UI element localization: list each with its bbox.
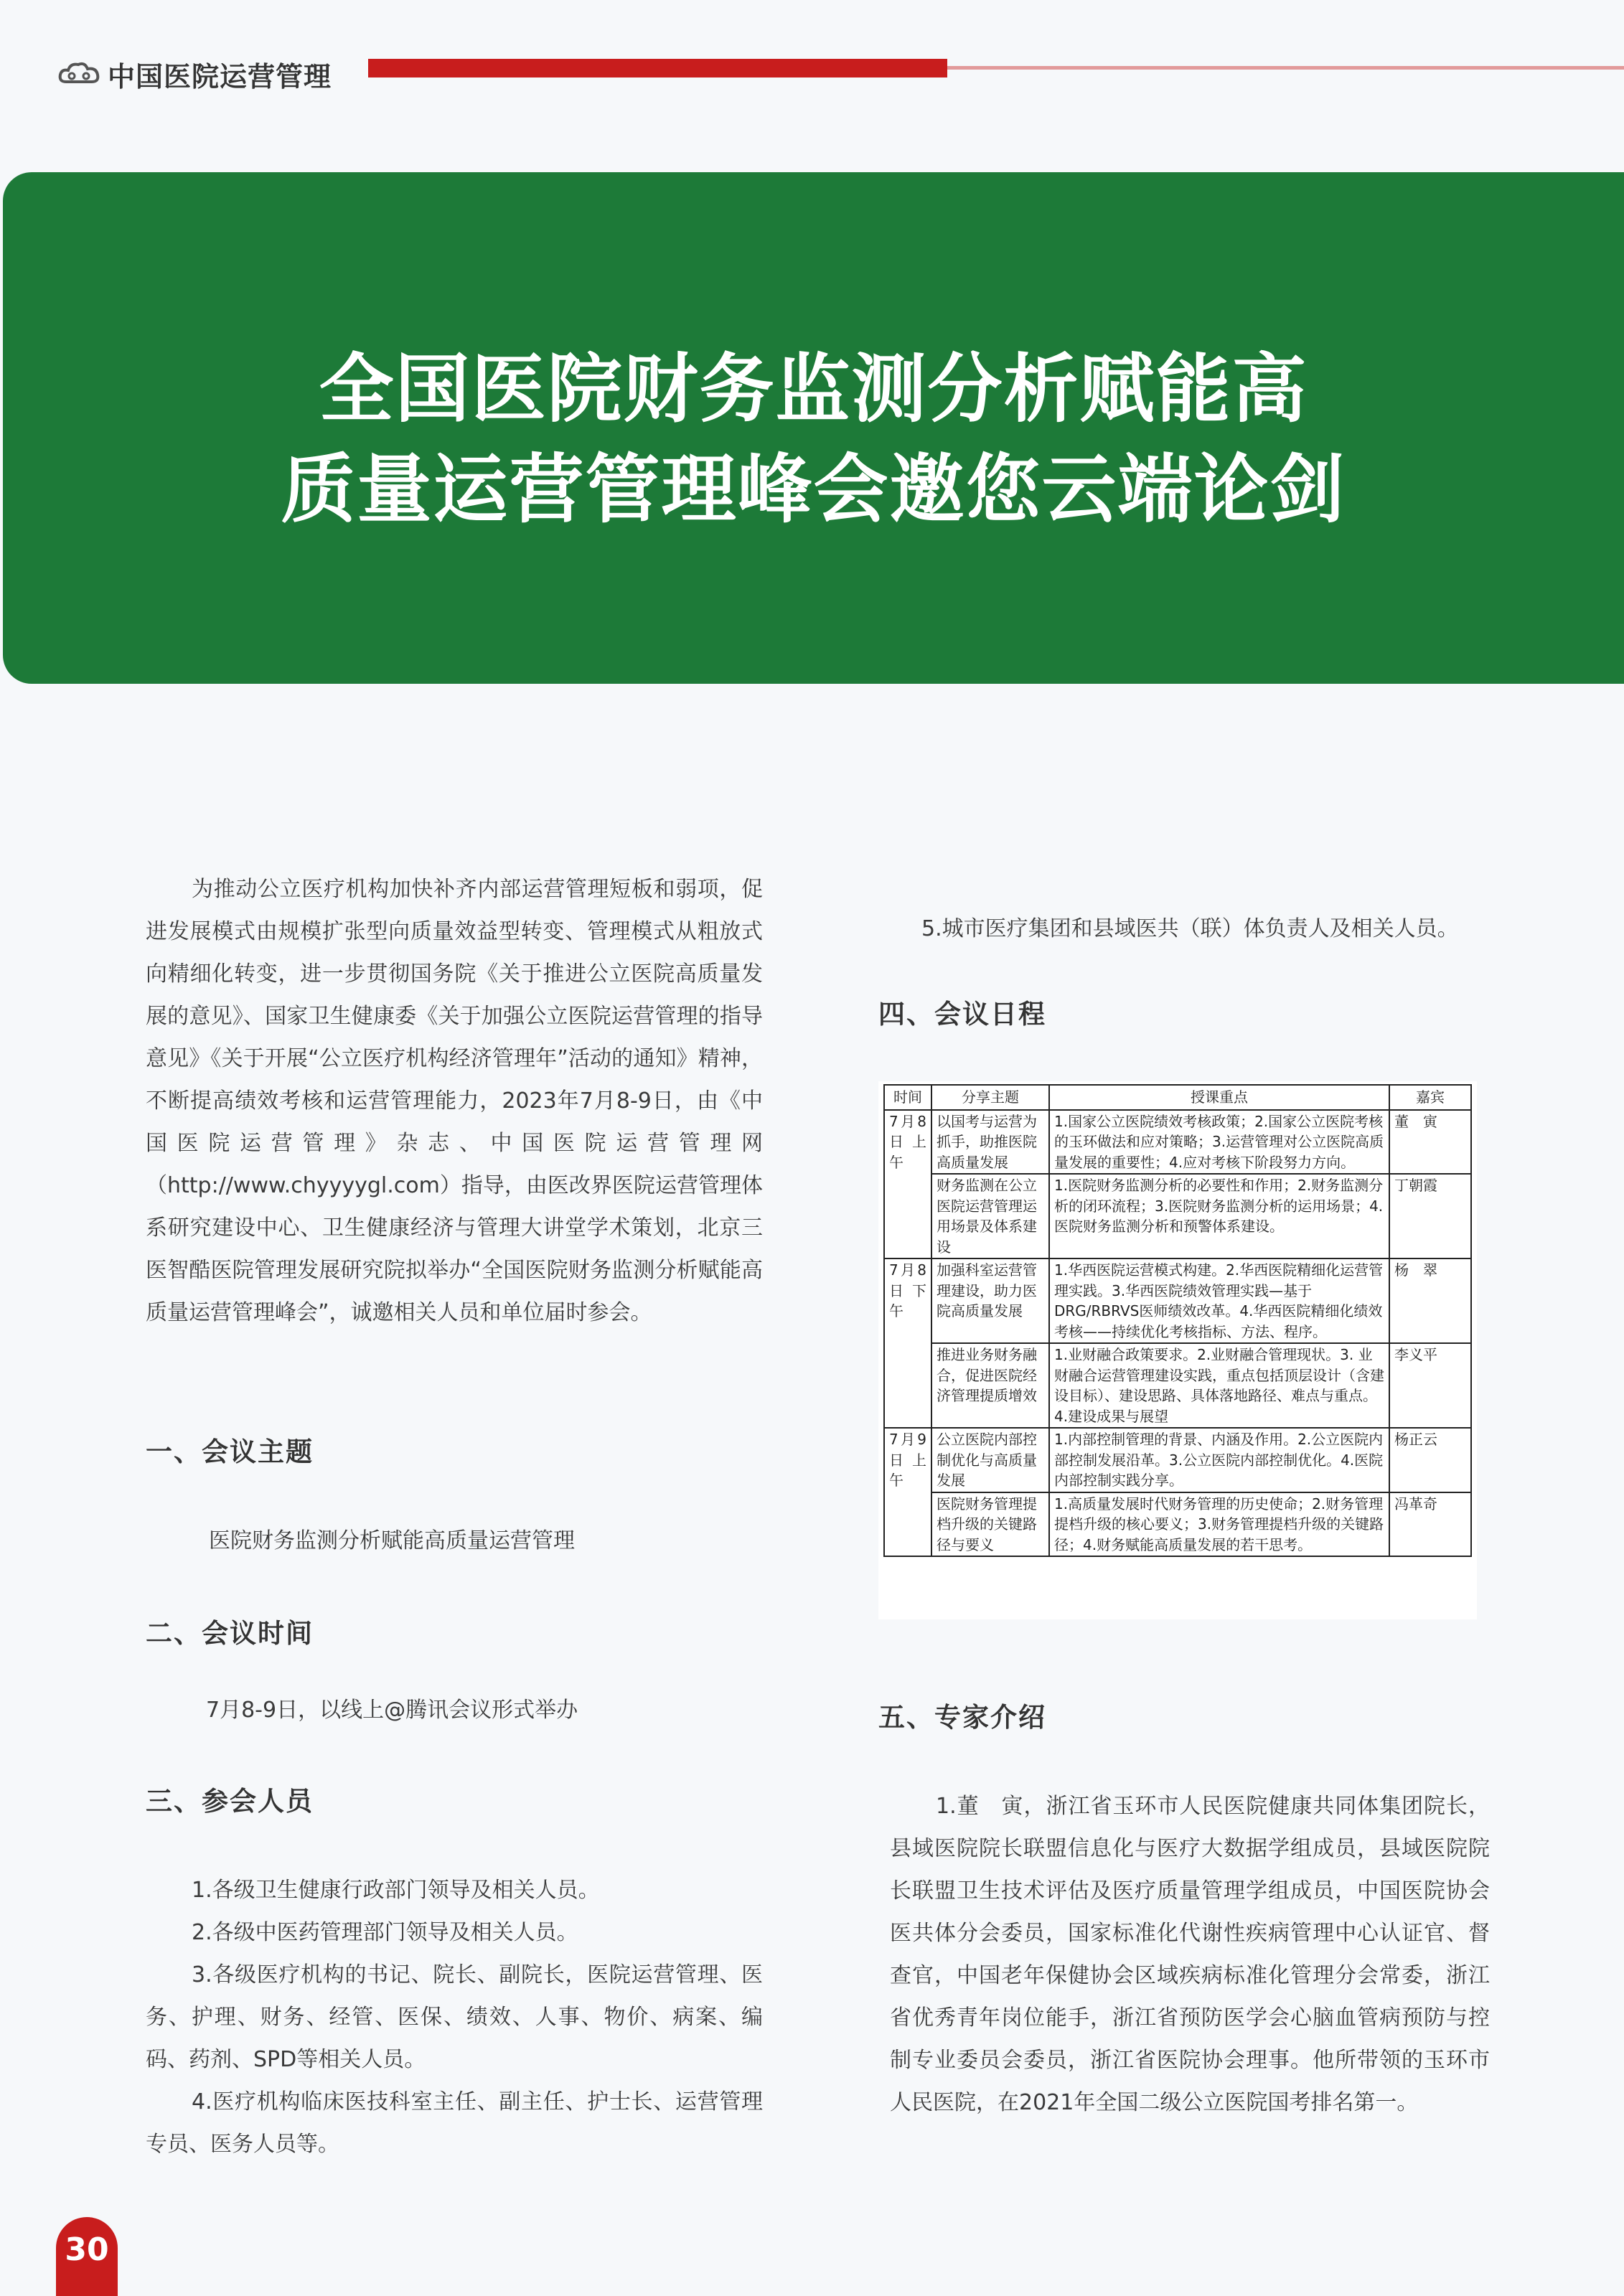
theme-text: 医院财务监测分析赋能高质量运营管理 bbox=[209, 1528, 575, 1553]
title-line-2: 质量运营管理峰会邀您云端论剑 bbox=[281, 446, 1346, 533]
list-item: 1.各级卫生健康行政部门领导及相关人员。 bbox=[192, 1878, 600, 1903]
time-text: 7月8-9日，以线上@腾讯会议形式举办 bbox=[206, 1698, 578, 1723]
intro-paragraph: 为推动公立医疗机构加快补齐内部运营管理短板和弱项，促进发展模式由规模扩张型向质量效益型转变、管理模式从粗放式向精细化转变，进一步贯彻国务院《关于推进公立医院高质量发展的意见》、国家卫生健康委《关于加强公立医院运营管理的指导意见》《关于开展“公立医疗机构经济管理年”活动的通知》精神，不断提高绩效考核和运营管理能力，2023年7月8-9日，由《中国医院运营管理》杂志、中国医院运营管理网（http://www.chyyyygl.com）指导，由医改界医院运营管理体系研究建设中心、卫生健康经济与管理大讲堂学术策划，北京三医智酷医院管理发展研究院拟举办“全国医院财务监测分析赋能高质量运营管理峰会”，诚邀相关人员和单位届时参会。 bbox=[146, 877, 763, 1325]
guest-cell: 冯革奇 bbox=[1389, 1492, 1471, 1557]
schedule-table-figure bbox=[878, 1081, 1477, 1619]
time-cell: 7月8日下午 bbox=[884, 1258, 931, 1428]
expert-paragraph: 1.董 寅，浙江省玉环市人民医院健康共同体集团院长，县域医院院长联盟信息化与医疗大数据学组成员，县域医院院长联盟卫生技术评估及医疗质量管理学组成员，中国医院协会医共体分会委员，国家标准化代谢性疾病管理中心认证官、督查官，中国老年保健协会区域疾病标准化管理分会常委，浙江省优秀青年岗位能手，浙江省预防医学会心脑血管病预防与控制专业委员会委员，浙江省医院协会理事。他所带领的玉环市人民医院，在2021年全国二级公立医院国考排名第一。 bbox=[890, 1794, 1490, 2115]
list-item: 3.各级医疗机构的书记、院长、副院长，医院运营管理、医务、护理、财务、经管、医保、绩效、人事、物价、病案、编码、药剂、SPD等相关人员。 bbox=[146, 1962, 763, 2072]
table-row bbox=[884, 1428, 1471, 1492]
focus-cell: 1.业财融合政策要求。2.业财融合管理现状。3. 业财融合运营管理建设实践，重点包括顶层设计（含建设目标）、建设思路、具体落地路径、难点与重点。4.建设成果与展望 bbox=[1049, 1343, 1389, 1428]
table-row bbox=[884, 1492, 1471, 1557]
table-row bbox=[884, 1110, 1471, 1175]
expert-intro bbox=[890, 1785, 1490, 2124]
header-rule-thin bbox=[947, 66, 1624, 70]
section-heading-attendees: 三、参会人员 bbox=[146, 1786, 314, 1817]
title-line-1: 全国医院财务监测分析赋能高 bbox=[319, 345, 1308, 433]
column-header: 授课重点 bbox=[1049, 1085, 1389, 1110]
table-row bbox=[884, 1258, 1471, 1343]
page-header bbox=[57, 52, 1624, 95]
topic-cell: 推进业务财务融合，促进医院经济管理提质增效 bbox=[931, 1343, 1049, 1428]
list-item: 4.医疗机构临床医技科室主任、副主任、护士长、运营管理专员、医务人员等。 bbox=[146, 2089, 763, 2157]
topic-cell: 医院财务管理提档升级的关键路径与要义 bbox=[931, 1492, 1049, 1557]
section-heading-theme: 一、会议主题 bbox=[146, 1436, 314, 1467]
page-title bbox=[3, 339, 1624, 540]
topic-cell: 加强科室运营管理建设，助力医院高质量发展 bbox=[931, 1258, 1049, 1343]
focus-cell: 1.高质量发展时代财务管理的历史使命；2.财务管理提档升级的核心要义；3.财务管理提档升级的关键路径；4.财务赋能高质量发展的若干思考。 bbox=[1049, 1492, 1389, 1557]
guest-cell: 李义平 bbox=[1389, 1343, 1471, 1428]
guest-cell: 杨 翠 bbox=[1389, 1258, 1471, 1343]
column-header: 分享主题 bbox=[931, 1085, 1049, 1110]
table-header-row bbox=[884, 1085, 1471, 1110]
attendee-list bbox=[146, 1869, 763, 2165]
cloud-icon bbox=[57, 59, 100, 88]
brand-name: 中国医院运营管理 bbox=[108, 61, 332, 93]
guest-cell: 董 寅 bbox=[1389, 1110, 1471, 1175]
focus-cell: 1.国家公立医院绩效考核政策；2.国家公立医院考核的玉环做法和应对策略；3.运营管理对公立医院高质量发展的重要性；4.应对考核下阶段努力方向。 bbox=[1049, 1110, 1389, 1175]
section-heading-time: 二、会议时间 bbox=[146, 1618, 314, 1649]
topic-cell: 以国考与运营为抓手，助推医院高质量发展 bbox=[931, 1110, 1049, 1175]
schedule-table bbox=[883, 1084, 1472, 1557]
time-cell: 7月8日上午 bbox=[884, 1110, 931, 1259]
topic-cell: 公立医院内部控制优化与高质量发展 bbox=[931, 1428, 1049, 1492]
table-row bbox=[884, 1343, 1471, 1428]
time-cell: 7月9日上午 bbox=[884, 1428, 931, 1556]
page-number: 30 bbox=[56, 2217, 118, 2296]
guest-cell: 杨正云 bbox=[1389, 1428, 1471, 1492]
guest-cell: 丁朝霞 bbox=[1389, 1174, 1471, 1258]
focus-cell: 1.内部控制管理的背景、内涵及作用。2.公立医院内部控制发展沿革。3.公立医院内部控制优化。4.医院内部控制实践分享。 bbox=[1049, 1428, 1389, 1492]
header-rule-red bbox=[368, 59, 947, 77]
title-banner bbox=[3, 172, 1624, 684]
topic-cell: 财务监测在公立医院运营管理运用场景及体系建设 bbox=[931, 1174, 1049, 1258]
section-heading-schedule: 四、会议日程 bbox=[878, 999, 1046, 1030]
list-item: 2.各级中医药管理部门领导及相关人员。 bbox=[192, 1920, 578, 1945]
column-header: 嘉宾 bbox=[1389, 1085, 1471, 1110]
column-header: 时间 bbox=[884, 1085, 931, 1110]
focus-cell: 1.华西医院运营模式构建。2.华西医院精细化运营管理实践。3.华西医院绩效管理实践—基于DRG/RBRVS医师绩效改革。4.华西医院精细化绩效考核——持续优化考核指标、方法、程序。 bbox=[1049, 1258, 1389, 1343]
list-item: 5.城市医疗集团和县域医共（联）体负责人及相关人员。 bbox=[921, 916, 1459, 941]
focus-cell: 1.医院财务监测分析的必要性和作用；2.财务监测分析的闭环流程；3.医院财务监测分析的运用场景；4.医院财务监测分析和预警体系建设。 bbox=[1049, 1174, 1389, 1258]
table-row bbox=[884, 1174, 1471, 1258]
section-heading-experts: 五、专家介绍 bbox=[878, 1702, 1046, 1733]
